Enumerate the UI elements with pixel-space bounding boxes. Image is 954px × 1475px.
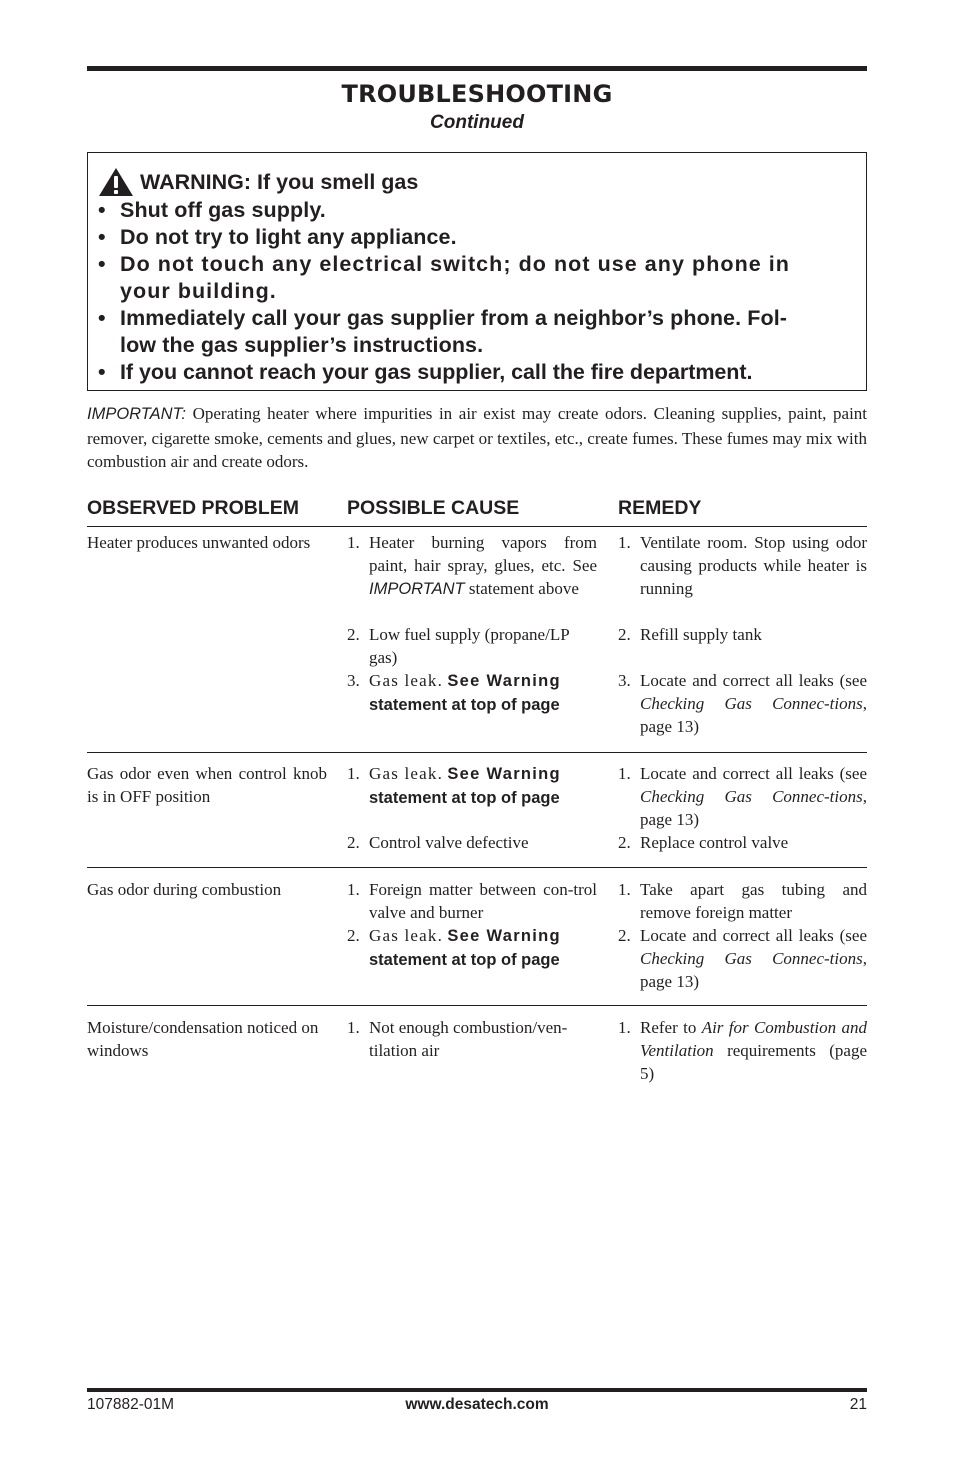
cause-item: 2. Low fuel supply (propane/LP gas) <box>347 625 570 667</box>
remedy-item: 2. Locate and correct all leaks (see Checking Gas Connec-tions, page 13) <box>618 926 867 991</box>
warning-item: • Do not try to light any appliance. <box>98 225 457 249</box>
table-row-problem: Gas odor even when control knob is in OFF position <box>87 764 327 806</box>
warning-item: • If you cannot reach your gas supplier, call the fire department. <box>98 360 753 384</box>
warning-item-text: If you cannot reach your gas supplier, call the fire department. <box>120 360 753 384</box>
remedy-item: 1. Locate and correct all leaks (see Checking Gas Connec-tions, page 13) <box>618 764 867 829</box>
top-rule <box>87 66 867 71</box>
warning-item: • Do not touch any electrical switch; do not use any phone in your building. <box>98 252 790 303</box>
important-note <box>87 402 867 474</box>
warning-list <box>98 197 858 386</box>
page-title: TROUBLESHOOTING <box>341 80 613 108</box>
important-text: Operating heater where impurities in air exist may create odors. Cleaning supplies, paint, paint remover, cigarette smoke, cements and glues, new carpet or textiles, etc., create fumes. These fumes may mix with combustion air and create odors. <box>87 404 868 471</box>
remedy-item: 2. Replace control valve <box>618 833 789 852</box>
remedy-item: 2. Refill supply tank <box>618 625 762 644</box>
important-label: IMPORTANT: <box>87 405 186 423</box>
header-rule <box>87 526 867 527</box>
table-row-problem: Gas odor during combustion <box>87 880 282 899</box>
row-divider <box>87 752 867 753</box>
column-header-cause: POSSIBLE CAUSE <box>347 497 520 519</box>
cause-item: 1. Heater burning vapors from paint, hair spray, glues, etc. See IMPORTANT statement above <box>347 533 597 598</box>
warning-item-text: Do not touch any electrical switch; do not use any phone in <box>120 252 790 276</box>
warning-item-text: Immediately call your gas supplier from a neighbor’s phone. Fol- <box>120 306 788 330</box>
table-row-problem: Moisture/condensation noticed on windows <box>87 1018 319 1060</box>
part-number: 107882-01M <box>87 1396 175 1413</box>
warning-item: • Immediately call your gas supplier from a neighbor’s phone. Fol- low the gas supplier’s instructions. <box>98 306 788 357</box>
remedy-item: 1. Refer to Air for Combustion and Ventilation requirements (page 5) <box>618 1018 868 1083</box>
warning-box <box>87 152 867 391</box>
warning-triangle-icon <box>98 167 134 197</box>
row-divider <box>87 1005 867 1006</box>
column-header-problem: OBSERVED PROBLEM <box>87 497 300 519</box>
warning-item-text: Do not try to light any appliance. <box>120 225 457 249</box>
warning-item-text: low the gas supplier’s instructions. <box>120 333 484 357</box>
warning-item: • Shut off gas supply. <box>98 198 326 222</box>
cause-item: 1. Gas leak. See Warning statement at top of page <box>347 764 561 807</box>
remedy-item: 1. Ventilate room. Stop using odor causing products while heater is running <box>618 533 867 598</box>
table-row-problem: Heater produces unwanted odors <box>87 533 311 552</box>
cause-item: 2. Control valve defective <box>347 833 529 852</box>
page-subtitle: Continued <box>430 112 524 133</box>
cause-item: 1. Not enough combustion/ven-tilation air <box>347 1018 568 1060</box>
cause-item: 3. Gas leak. See Warning statement at top of page <box>347 671 561 714</box>
warning-item-text: your building. <box>120 279 277 303</box>
warning-title: WARNING: If you smell gas <box>140 169 419 194</box>
column-header-remedy: REMEDY <box>618 497 702 519</box>
manual-page <box>87 0 867 1475</box>
remedy-item: 3. Locate and correct all leaks (see Checking Gas Connec-tions, page 13) <box>618 671 867 736</box>
remedy-item: 1. Take apart gas tubing and remove foreign matter <box>618 880 867 922</box>
cause-item: 1. Foreign matter between con-trol valve and burner <box>347 880 597 922</box>
warning-heading <box>98 167 418 197</box>
cause-item: 2. Gas leak. See Warning statement at top of page <box>347 926 561 969</box>
website-link[interactable]: www.desatech.com <box>405 1396 549 1413</box>
page-number: 21 <box>849 1396 867 1413</box>
footer-rule <box>87 1388 867 1392</box>
warning-item-text: Shut off gas supply. <box>120 198 326 222</box>
row-divider <box>87 867 867 868</box>
